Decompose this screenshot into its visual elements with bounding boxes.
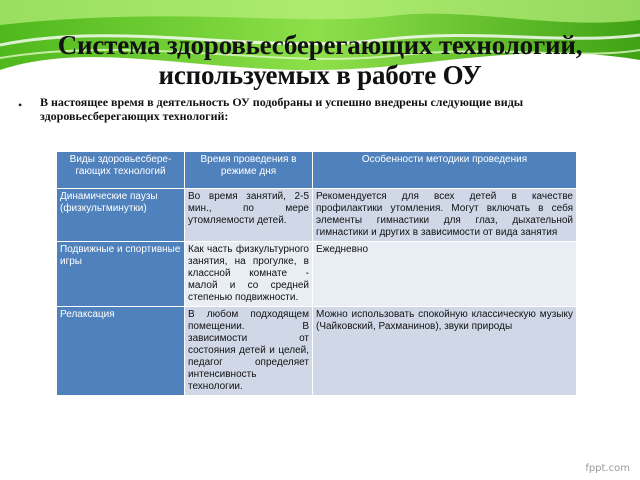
- row-time: Как часть физкультурного занятия, на прогулке, в классной комнате - малой и со средней степенью подвижности.: [185, 242, 313, 307]
- header-types: Виды здоровьесбере-гающих технологий: [57, 152, 185, 189]
- table-row: [57, 242, 577, 307]
- bullet-marker: •: [18, 98, 23, 112]
- row-type: Подвижные и спортивные игры: [57, 242, 185, 307]
- row-time: Во время занятий, 2-5 мин., по мере утомляемости детей.: [185, 189, 313, 242]
- row-type: Динамические паузы (физкультминутки): [57, 189, 185, 242]
- footer-watermark: fppt.com: [585, 463, 630, 474]
- table-row: [57, 307, 577, 396]
- row-notes: Можно использовать спокойную классическую музыку (Чайковский, Рахманинов), звуки природы: [313, 307, 577, 396]
- row-type: Релаксация: [57, 307, 185, 396]
- page-title: Система здоровьесберегающих технологий, используемых в работе ОУ: [57, 30, 583, 90]
- table-header-row: [57, 152, 577, 189]
- header-time: Время проведения в режиме дня: [185, 152, 313, 189]
- intro-text: В настоящее время в деятельность ОУ подобраны и успешно внедрены следующие виды здоровьесберегающих технологий:: [40, 95, 524, 123]
- table-row: [57, 189, 577, 242]
- row-notes: Рекомендуется для всех детей в качестве профилактики утомления. Могут включать в себя элементы гимнастики для глаз, дыхательной гимнастики и других в зависимости от вида занятия: [313, 189, 577, 242]
- header-features: Особенности методики проведения: [313, 152, 577, 189]
- technologies-table: [56, 151, 577, 396]
- row-notes: Ежедневно: [313, 242, 577, 307]
- row-time: В любом подходящем помещении. В зависимости от состояния детей и целей, педагог определяет интенсивность технологии.: [185, 307, 313, 396]
